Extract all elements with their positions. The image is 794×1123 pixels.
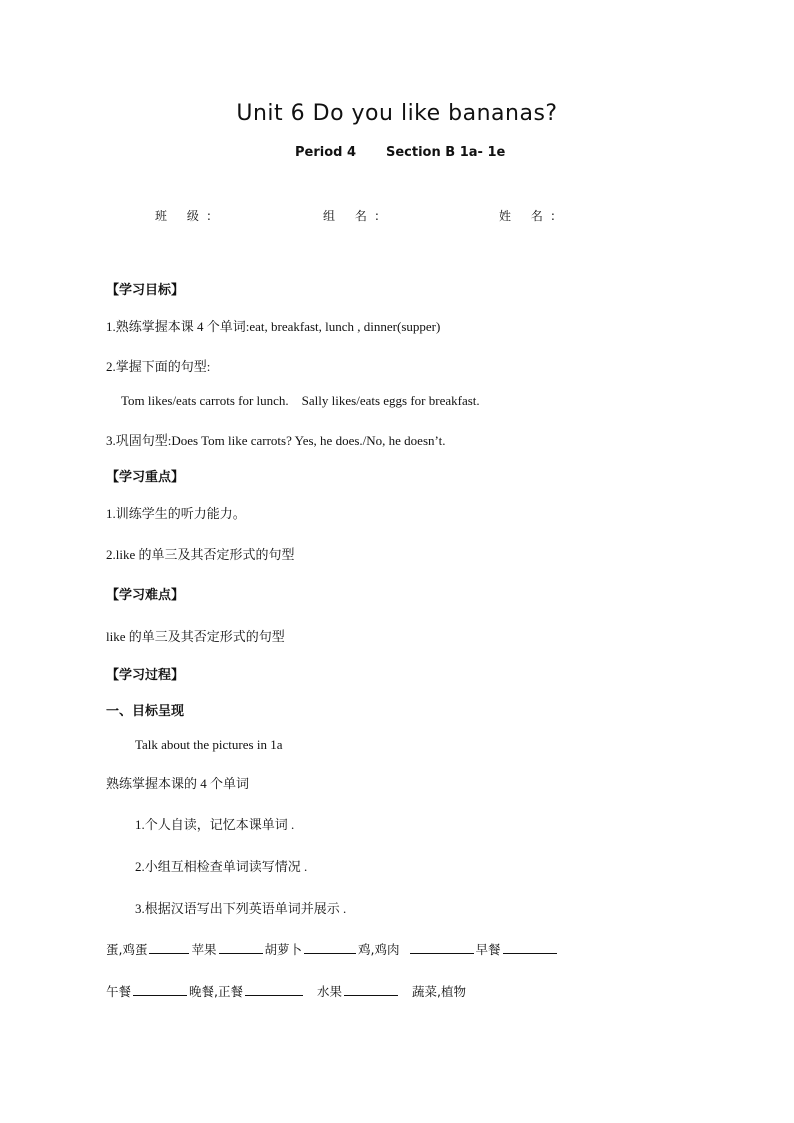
vocab-item: 水果 bbox=[317, 984, 343, 999]
process-heading: 【学习过程】 bbox=[106, 668, 185, 683]
answer-blank[interactable] bbox=[149, 941, 189, 954]
period-label: Period 4 bbox=[295, 145, 357, 160]
goal-item-1: 1.熟练掌握本课 4 个单词:eat, breakfast, lunch , dinner(supper) bbox=[106, 319, 441, 334]
vocab-row-2 bbox=[106, 982, 466, 1000]
goal-item-2: 2.掌握下面的句型: bbox=[106, 359, 211, 374]
vocab-item: 午餐 bbox=[106, 984, 132, 999]
answer-blank[interactable] bbox=[245, 983, 303, 996]
vocab-item: 蛋,鸡蛋 bbox=[106, 942, 148, 957]
vocab-row-1 bbox=[106, 940, 559, 958]
difficulties-heading: 【学习难点】 bbox=[106, 588, 185, 603]
key-points-heading: 【学习重点】 bbox=[106, 470, 185, 485]
talk-instruction: Talk about the pictures in 1a bbox=[135, 737, 283, 752]
vocab-item: 胡萝卜 bbox=[264, 942, 303, 957]
goal-item-3: 3.巩固句型:Does Tom like carrots? Yes, he does./No, he doesn’t. bbox=[106, 433, 446, 448]
section-label: Section B 1a- 1e bbox=[386, 145, 506, 160]
key-point-item-1: 1.训练学生的听力能力。 bbox=[106, 506, 246, 521]
vocab-item: 蔬菜,植物 bbox=[412, 984, 466, 999]
answer-blank[interactable] bbox=[503, 941, 557, 954]
step-2: 2.小组互相检查单词读写情况 . bbox=[135, 859, 308, 874]
vocab-item: 苹果 bbox=[191, 942, 217, 957]
answer-blank[interactable] bbox=[219, 941, 263, 954]
goals-heading: 【学习目标】 bbox=[106, 283, 185, 298]
step-3: 3.根据汉语写出下列英语单词并展示 . bbox=[135, 901, 347, 916]
key-point-item-2: 2.like 的单三及其否定形式的句型 bbox=[106, 547, 295, 562]
step-1: 1.个人自读，记忆本课单词 . bbox=[135, 817, 295, 832]
vocab-item: 晚餐,正餐 bbox=[189, 984, 243, 999]
vocab-item: 早餐 bbox=[475, 942, 501, 957]
master-words: 熟练掌握本课的 4 个单词 bbox=[106, 776, 250, 791]
goal-item-2-example: Tom likes/eats carrots for lunch. Sally likes/eats eggs for breakfast. bbox=[121, 393, 480, 408]
answer-blank[interactable] bbox=[133, 983, 187, 996]
group-label: 组 名: bbox=[323, 209, 387, 223]
name-label: 姓 名: bbox=[499, 209, 563, 223]
answer-blank[interactable] bbox=[304, 941, 356, 954]
vocab-item: 鸡,鸡肉 bbox=[358, 942, 400, 957]
page-title: Unit 6 Do you like bananas? bbox=[236, 101, 558, 126]
answer-blank[interactable] bbox=[344, 983, 398, 996]
process-part-1: 一、目标呈现 bbox=[106, 704, 185, 719]
answer-blank[interactable] bbox=[410, 941, 474, 954]
difficulty-item-1: like 的单三及其否定形式的句型 bbox=[106, 629, 285, 644]
class-label: 班 级: bbox=[155, 209, 219, 223]
